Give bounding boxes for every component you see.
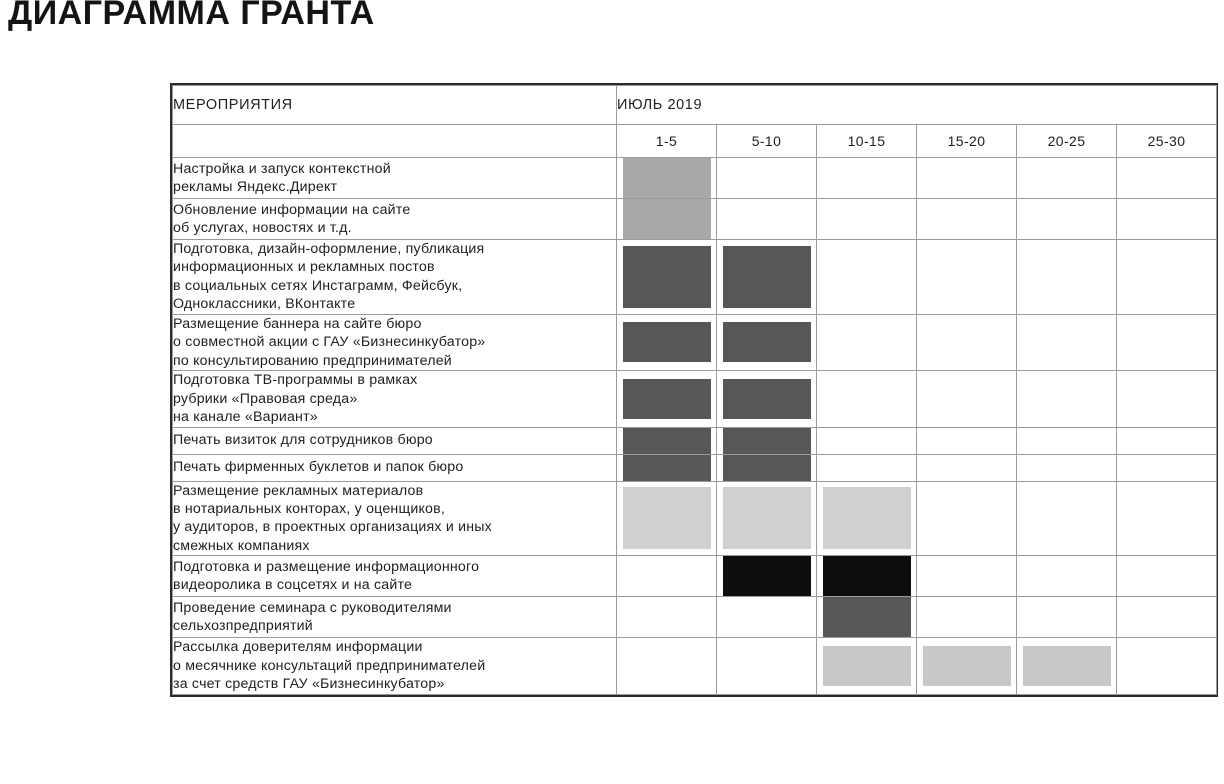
gantt-empty-cell[interactable]: [1017, 427, 1117, 454]
gantt-bar-cell[interactable]: [617, 314, 717, 370]
gantt-table: [172, 85, 1217, 695]
table-row: [173, 454, 1217, 481]
header-month: ИЮЛЬ 2019: [617, 86, 1217, 125]
gantt-empty-cell[interactable]: [1017, 314, 1117, 370]
gantt-empty-cell[interactable]: [717, 158, 817, 199]
task-label: [173, 556, 617, 597]
table-row: [173, 158, 1217, 199]
gantt-empty-cell[interactable]: [617, 597, 717, 638]
task-label: [173, 158, 617, 199]
gantt-bar: [623, 199, 711, 239]
gantt-chart-container: [170, 83, 1218, 697]
task-label-line: сельхозпредприятий: [173, 618, 313, 635]
gantt-empty-cell[interactable]: [717, 199, 817, 240]
task-label-line: об услугах, новостях и т.д.: [173, 220, 352, 236]
gantt-empty-cell[interactable]: [1117, 638, 1217, 694]
task-label: [173, 199, 617, 240]
header-tasks: МЕРОПРИЯТИЯ: [173, 86, 617, 125]
gantt-empty-cell[interactable]: [1117, 158, 1217, 199]
gantt-bar: [823, 597, 911, 637]
table-header: [173, 86, 1217, 158]
gantt-empty-cell[interactable]: [817, 314, 917, 370]
header-row-periods: [173, 125, 1217, 158]
task-label: [173, 638, 617, 694]
gantt-empty-cell[interactable]: [1017, 454, 1117, 481]
gantt-bar-cell[interactable]: [617, 158, 717, 199]
gantt-bar: [623, 158, 711, 198]
table-row: [173, 371, 1217, 427]
task-label-line: по консультированию предпринимателей: [173, 352, 452, 369]
gantt-bar: [723, 455, 811, 481]
task-label-line: о совместной акции с ГАУ «Бизнесинкубатор»: [173, 334, 486, 351]
gantt-empty-cell[interactable]: [817, 454, 917, 481]
gantt-empty-cell[interactable]: [1117, 454, 1217, 481]
gantt-bar-cell[interactable]: [617, 427, 717, 454]
task-label-line: рекламы Яндекс.Директ: [173, 179, 338, 195]
gantt-bar: [723, 322, 811, 362]
gantt-empty-cell[interactable]: [1117, 314, 1217, 370]
gantt-empty-cell[interactable]: [1017, 158, 1117, 199]
task-label-line: на канале «Вариант»: [173, 409, 318, 426]
table-row: [173, 240, 1217, 315]
gantt-empty-cell[interactable]: [1017, 481, 1117, 556]
gantt-bar: [823, 646, 911, 686]
gantt-bar-cell[interactable]: [817, 556, 917, 597]
task-label-line: Обновление информации на сайте: [173, 201, 411, 218]
table-row: [173, 597, 1217, 638]
gantt-empty-cell[interactable]: [917, 481, 1017, 556]
gantt-empty-cell[interactable]: [617, 638, 717, 694]
period-header-1: 1-5: [617, 125, 717, 158]
gantt-empty-cell[interactable]: [817, 371, 917, 427]
gantt-bar: [623, 428, 711, 454]
gantt-empty-cell[interactable]: [617, 556, 717, 597]
gantt-empty-cell[interactable]: [1017, 199, 1117, 240]
table-row: [173, 314, 1217, 370]
period-header-5: 20-25: [1017, 125, 1117, 158]
gantt-bar: [823, 556, 911, 596]
table-row: [173, 638, 1217, 694]
gantt-bar: [623, 322, 711, 362]
gantt-empty-cell[interactable]: [1117, 371, 1217, 427]
gantt-bar-cell[interactable]: [717, 314, 817, 370]
header-row-main: [173, 86, 1217, 125]
table-row: [173, 199, 1217, 240]
task-label-line: Одноклассники, ВКонтакте: [173, 296, 356, 313]
gantt-bar-cell[interactable]: [917, 638, 1017, 694]
gantt-bar-cell[interactable]: [617, 454, 717, 481]
gantt-bar-cell[interactable]: [717, 556, 817, 597]
gantt-empty-cell[interactable]: [717, 638, 817, 694]
gantt-bar: [723, 487, 811, 549]
task-label: [173, 427, 617, 454]
gantt-empty-cell[interactable]: [817, 240, 917, 315]
gantt-bar-cell[interactable]: [617, 240, 717, 315]
period-header-2: 5-10: [717, 125, 817, 158]
gantt-empty-cell[interactable]: [917, 314, 1017, 370]
task-label-line: рубрики «Правовая среда»: [173, 390, 358, 407]
gantt-empty-cell[interactable]: [917, 199, 1017, 240]
task-label-line: Рассылка доверителям информации: [173, 639, 423, 656]
task-label-line: Подготовка ТВ-программы в рамках: [173, 372, 418, 389]
gantt-empty-cell[interactable]: [1117, 427, 1217, 454]
gantt-empty-cell[interactable]: [817, 199, 917, 240]
task-label-line: Подготовка и размещение информационного: [173, 558, 480, 575]
gantt-bar-cell[interactable]: [717, 481, 817, 556]
task-label-line: за счет средств ГАУ «Бизнесинкубатор»: [173, 676, 445, 693]
gantt-empty-cell[interactable]: [917, 597, 1017, 638]
task-label-line: Печать фирменных буклетов и папок бюро: [173, 459, 464, 476]
gantt-empty-cell[interactable]: [1017, 597, 1117, 638]
gantt-empty-cell[interactable]: [1017, 371, 1117, 427]
gantt-bar: [623, 246, 711, 308]
task-label-line: Размещение рекламных материалов: [173, 482, 424, 499]
gantt-bar-cell[interactable]: [717, 454, 817, 481]
period-header-4: 15-20: [917, 125, 1017, 158]
table-row: [173, 427, 1217, 454]
gantt-bar: [723, 428, 811, 454]
gantt-bar-cell[interactable]: [717, 427, 817, 454]
gantt-empty-cell[interactable]: [817, 427, 917, 454]
task-label-line: в социальных сетях Инстаграмм, Фейсбук,: [173, 277, 463, 294]
gantt-bar-cell[interactable]: [717, 371, 817, 427]
gantt-empty-cell[interactable]: [1117, 556, 1217, 597]
task-label-line: в нотариальных конторах, у оценщиков,: [173, 500, 445, 517]
gantt-empty-cell[interactable]: [1117, 597, 1217, 638]
gantt-bar-cell[interactable]: [617, 199, 717, 240]
task-label-line: у аудиторов, в проектных организациях и иных: [173, 519, 492, 536]
gantt-empty-cell[interactable]: [917, 427, 1017, 454]
task-label-line: смежных компаниях: [173, 537, 310, 554]
gantt-bar-cell[interactable]: [617, 481, 717, 556]
gantt-empty-cell[interactable]: [817, 158, 917, 199]
gantt-empty-cell[interactable]: [1017, 556, 1117, 597]
gantt-bar: [823, 487, 911, 549]
gantt-bar-cell[interactable]: [817, 481, 917, 556]
gantt-empty-cell[interactable]: [917, 454, 1017, 481]
header-spacer: [173, 125, 617, 158]
task-label-line: Размещение баннера на сайте бюро: [173, 315, 422, 332]
gantt-bar: [623, 379, 711, 419]
gantt-empty-cell[interactable]: [1017, 240, 1117, 315]
task-label: [173, 597, 617, 638]
task-label: [173, 481, 617, 556]
period-header-6: 25-30: [1117, 125, 1217, 158]
gantt-bar-cell[interactable]: [817, 597, 917, 638]
page-title: ДИАГРАММА ГРАНТА: [8, 0, 375, 32]
task-label-line: Печать визиток для сотрудников бюро: [173, 432, 433, 449]
period-header-3: 10-15: [817, 125, 917, 158]
table-row: [173, 556, 1217, 597]
gantt-empty-cell[interactable]: [1117, 481, 1217, 556]
gantt-empty-cell[interactable]: [917, 371, 1017, 427]
task-label: [173, 240, 617, 315]
gantt-bar: [623, 487, 711, 549]
gantt-empty-cell[interactable]: [1117, 199, 1217, 240]
task-label-line: видеоролика в соцсетях и на сайте: [173, 577, 413, 594]
task-label: [173, 454, 617, 481]
gantt-empty-cell[interactable]: [1117, 240, 1217, 315]
gantt-empty-cell[interactable]: [917, 556, 1017, 597]
gantt-bar: [723, 556, 811, 596]
gantt-bar: [1023, 646, 1111, 686]
task-label-line: о месячнике консультаций предпринимателей: [173, 657, 486, 674]
gantt-bar-cell[interactable]: [717, 240, 817, 315]
task-label-line: Настройка и запуск контекстной: [173, 160, 391, 177]
task-label-line: Подготовка, дизайн-оформление, публикация: [173, 241, 485, 257]
gantt-bar: [723, 246, 811, 308]
task-label: [173, 314, 617, 370]
gantt-empty-cell[interactable]: [917, 158, 1017, 199]
gantt-bar-cell[interactable]: [817, 638, 917, 694]
gantt-bar-cell[interactable]: [617, 371, 717, 427]
task-label-line: Проведение семинара с руководителями: [173, 599, 452, 616]
gantt-bar-cell[interactable]: [1017, 638, 1117, 694]
gantt-bar: [623, 455, 711, 481]
gantt-empty-cell[interactable]: [917, 240, 1017, 315]
gantt-rows: [173, 158, 1217, 695]
table-row: [173, 481, 1217, 556]
task-label-line: информационных и рекламных постов: [173, 259, 435, 276]
task-label: [173, 371, 617, 427]
gantt-empty-cell[interactable]: [717, 597, 817, 638]
gantt-bar: [923, 646, 1011, 686]
gantt-bar: [723, 379, 811, 419]
